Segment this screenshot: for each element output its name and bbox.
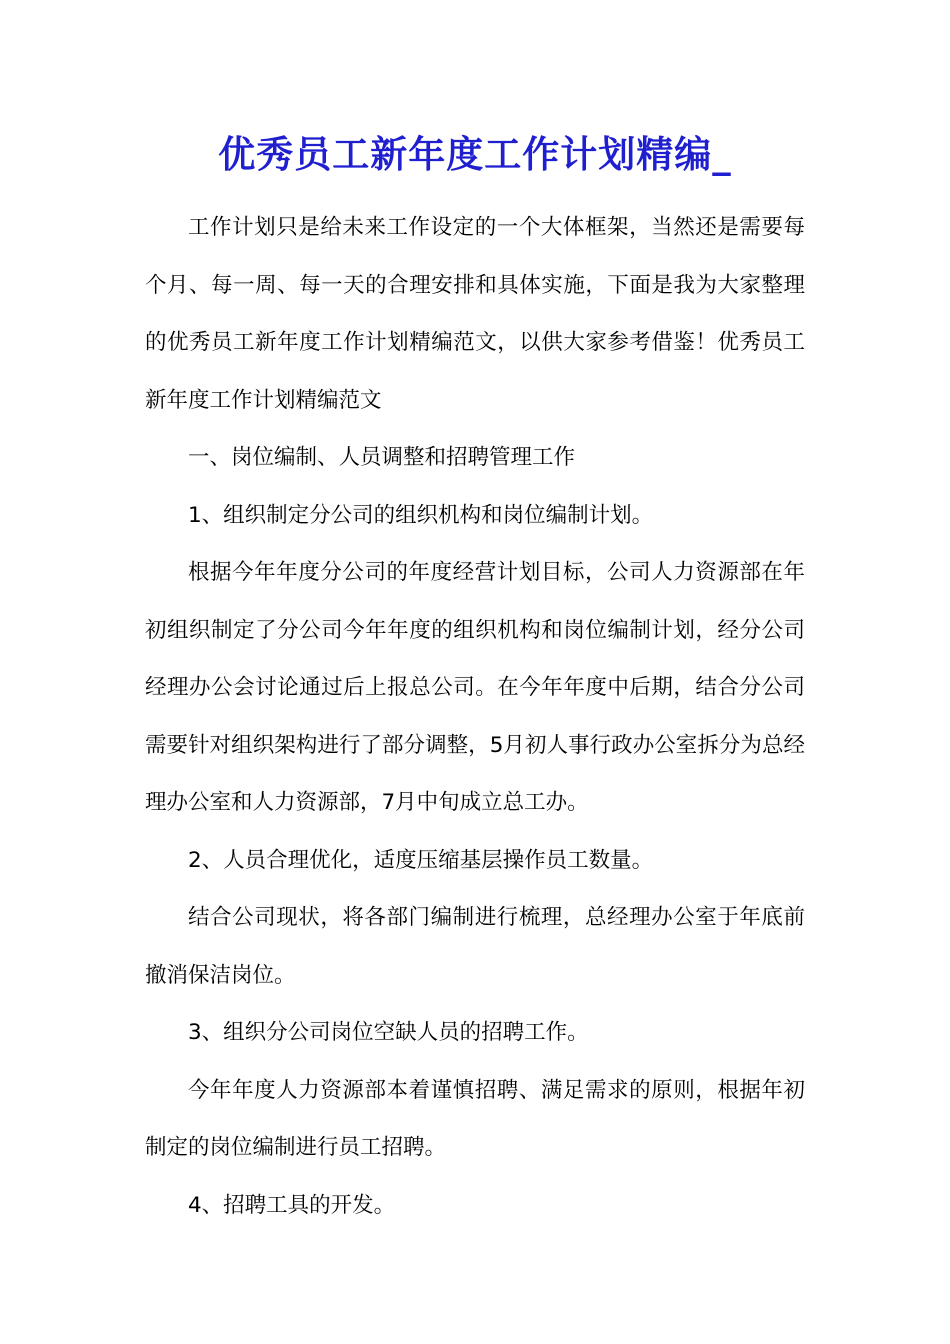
paragraph-item-2: 结合公司现状，将各部门编制进行梳理，总经理办公室于年底前撤消保洁岗位。 bbox=[145, 905, 805, 988]
item-heading-1: 1、组织制定分公司的组织机构和岗位编制计划。 bbox=[188, 502, 654, 528]
document-body bbox=[145, 199, 805, 1234]
item-heading-4: 4、招聘工具的开发。 bbox=[188, 1192, 396, 1218]
paragraph-item-3: 今年年度人力资源部本着谨慎招聘、满足需求的原则，根据年初制定的岗位编制进行员工招聘。 bbox=[145, 1077, 805, 1160]
item-heading-3: 3、组织分公司岗位空缺人员的招聘工作。 bbox=[188, 1020, 589, 1045]
paragraph-item-1: 根据今年年度分公司的年度经营计划目标，公司人力资源部在年初组织制定了分公司今年年度的组织机构和岗位编制计划，经分公司经理办公会讨论通过后上报总公司。在今年年度中后期，结合分公司需要针对组织架构进行了部分调整，5月初人事行政办公室拆分为总经理办公室和人力资源部，7月中旬成立总工办。 bbox=[145, 560, 805, 815]
section-heading-1: 一、岗位编制、人员调整和招聘管理工作 bbox=[188, 445, 576, 470]
paragraph-intro: 工作计划只是给未来工作设定的一个大体框架，当然还是需要每个月、每一周、每一天的合理安排和具体实施，下面是我为大家整理的优秀员工新年度工作计划精编范文，以供大家参考借鉴！优秀员工新年度工作计划精编范文 bbox=[145, 215, 805, 413]
item-heading-2: 2、人员合理优化，适度压缩基层操作员工数量。 bbox=[188, 847, 654, 873]
document-title: 优秀员工新年度工作计划精编_ bbox=[218, 132, 732, 176]
